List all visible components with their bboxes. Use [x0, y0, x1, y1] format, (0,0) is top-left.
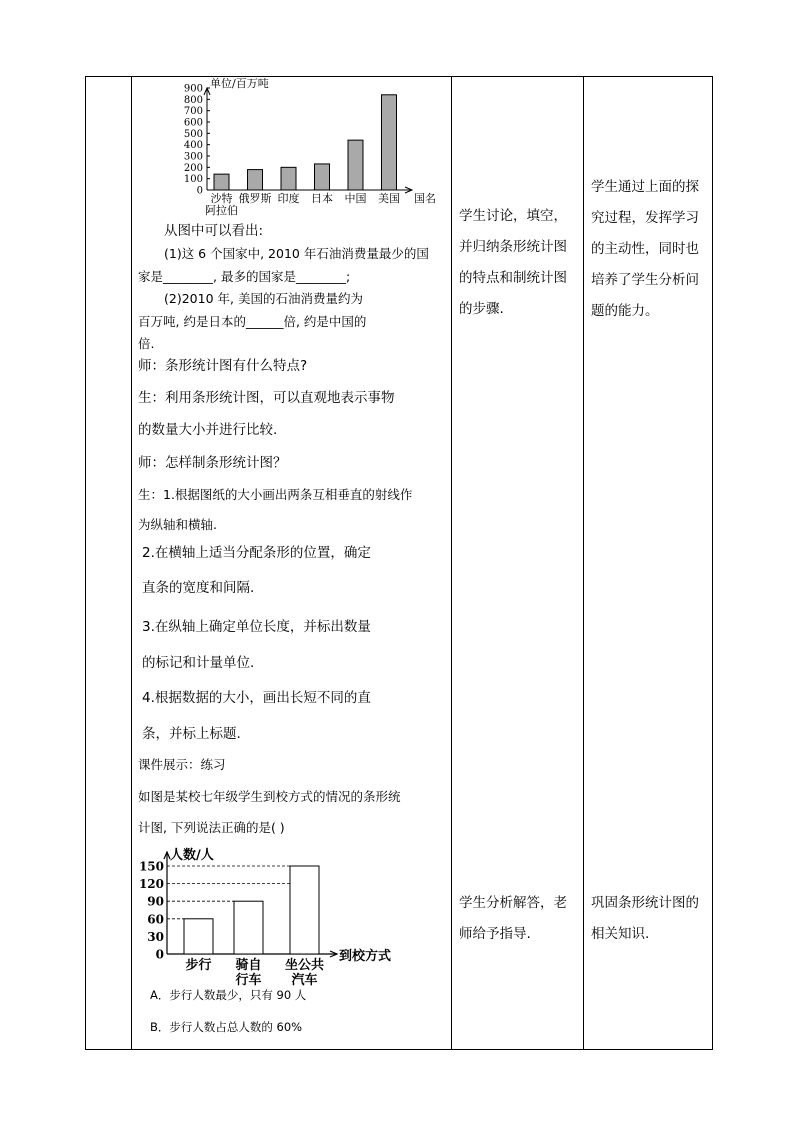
bar	[234, 901, 263, 954]
y-tick-label: 200	[183, 162, 203, 174]
bar	[290, 866, 319, 954]
y-tick-label: 60	[147, 912, 164, 927]
y-tick-label: 900	[183, 83, 203, 95]
exercise-line: 如图是某校七年级学生到校方式的情况的条形统	[138, 789, 401, 804]
teacher-question: 师：条形统计图有什么特点?	[138, 358, 308, 374]
bar	[348, 140, 363, 190]
y-tick-label: 120	[138, 877, 164, 892]
y-tick-label: 300	[183, 151, 203, 163]
x-tick-label: 坐公共	[284, 958, 325, 973]
step-4-line: 4.根据数据的大小，画出长短不同的直	[142, 690, 371, 706]
y-tick-label: 700	[183, 106, 203, 118]
x-tick-label: 印度	[277, 192, 300, 205]
bar	[281, 167, 296, 190]
teaching-content	[132, 77, 451, 1049]
y-tick-label: 400	[183, 140, 203, 152]
exercise-line: 计图, 下列说法正确的是( )	[138, 820, 285, 835]
y-tick-label: 0	[155, 947, 164, 962]
y-tick-label: 600	[183, 117, 203, 129]
y-tick-label: 100	[183, 174, 203, 186]
student-activity-cell	[452, 77, 584, 1050]
step-1-line: 生：1.根据图纸的大小画出两条互相垂直的射线作	[138, 487, 413, 502]
oil-consumption-bar-chart	[132, 77, 451, 227]
bar	[248, 170, 263, 190]
x-tick-label: 汽车	[291, 973, 318, 988]
option-a: A．步行人数最少，只有 90 人	[150, 988, 307, 1002]
y-tick-label: 500	[183, 128, 203, 140]
x-tick-label: 阿拉伯	[205, 204, 238, 217]
y-tick-label: 30	[147, 929, 164, 944]
x-tick-label: 步行	[185, 958, 212, 973]
y-tick-label: 0	[196, 185, 203, 197]
y-tick-label: 800	[183, 94, 203, 106]
teacher-question: 师：怎样制条形统计图？	[138, 455, 287, 471]
x-tick-label: 俄罗斯	[238, 192, 272, 205]
bar	[315, 164, 330, 190]
question-2-end-line: 倍.	[138, 336, 155, 351]
y-axis-label: 人数/人	[170, 848, 214, 863]
design-intent-1: 学生通过上面的探 究过程，发挥学习 的主动性，同时也 培养了学生分析问 题的能力。	[591, 179, 699, 319]
y-tick-label: 90	[147, 894, 164, 909]
student-activity-2: 学生分析解答，老 师给予指导.	[459, 895, 567, 942]
step-1-line: 为纵轴和横轴.	[138, 517, 217, 532]
x-tick-label: 日本	[311, 192, 333, 205]
design-intent-2: 巩固条形统计图的 相关知识.	[591, 895, 699, 942]
x-tick-label: 美国	[378, 192, 400, 205]
lesson-table	[85, 76, 713, 1050]
question-1-blank-line: 家是________, 最多的国家是________;	[138, 269, 351, 284]
step-3-line: 3.在纵轴上确定单位长度，并标出数量	[142, 619, 371, 635]
design-intent-cell	[584, 77, 713, 1050]
step-2-line: 直条的宽度和间隔.	[142, 580, 255, 596]
question-2-line: (2)2010 年, 美国的石油消费量约为	[164, 291, 363, 306]
step-2-line: 2.在横轴上适当分配条形的位置，确定	[142, 545, 371, 561]
student-answer-line: 生：利用条形统计图，可以直观地表示事物	[138, 390, 395, 406]
x-tick-label: 骑自	[235, 958, 262, 973]
x-tick-label: 行车	[235, 973, 262, 988]
student-activity-1: 学生讨论，填空， 并归纳条形统计图 的特点和制统计图 的步骤.	[459, 208, 567, 317]
teaching-content-cell	[132, 77, 452, 1050]
bar	[382, 95, 397, 190]
student-answer-line: 的数量大小并进行比较.	[138, 422, 278, 438]
question-1-line: (1)这 6 个国家中, 2010 年石油消费量最少的国	[164, 246, 429, 261]
x-tick-label: 中国	[344, 192, 367, 205]
text-line: 从图中可以看出:	[164, 223, 264, 239]
step-3-line: 的标记和计量单位.	[142, 655, 255, 671]
blank-column-cell	[86, 77, 132, 1050]
step-4-line: 条，并标上标题.	[142, 726, 241, 742]
chart-unit-label: 单位/百万吨	[210, 77, 269, 90]
school-travel-bar-chart	[132, 842, 451, 992]
option-b: B．步行人数占总人数的 60%	[150, 1020, 303, 1034]
x-axis-end-label: 国名	[414, 192, 436, 205]
question-2-blank-line: 百万吨, 约是日本的______倍, 约是中国的	[138, 314, 367, 329]
y-tick-label: 150	[138, 859, 164, 874]
bar	[214, 174, 229, 190]
courseware-label: 课件展示：练习	[138, 757, 226, 772]
x-axis-label: 到校方式	[339, 949, 392, 964]
bar	[184, 919, 213, 954]
x-tick-label: 沙特	[210, 192, 233, 205]
